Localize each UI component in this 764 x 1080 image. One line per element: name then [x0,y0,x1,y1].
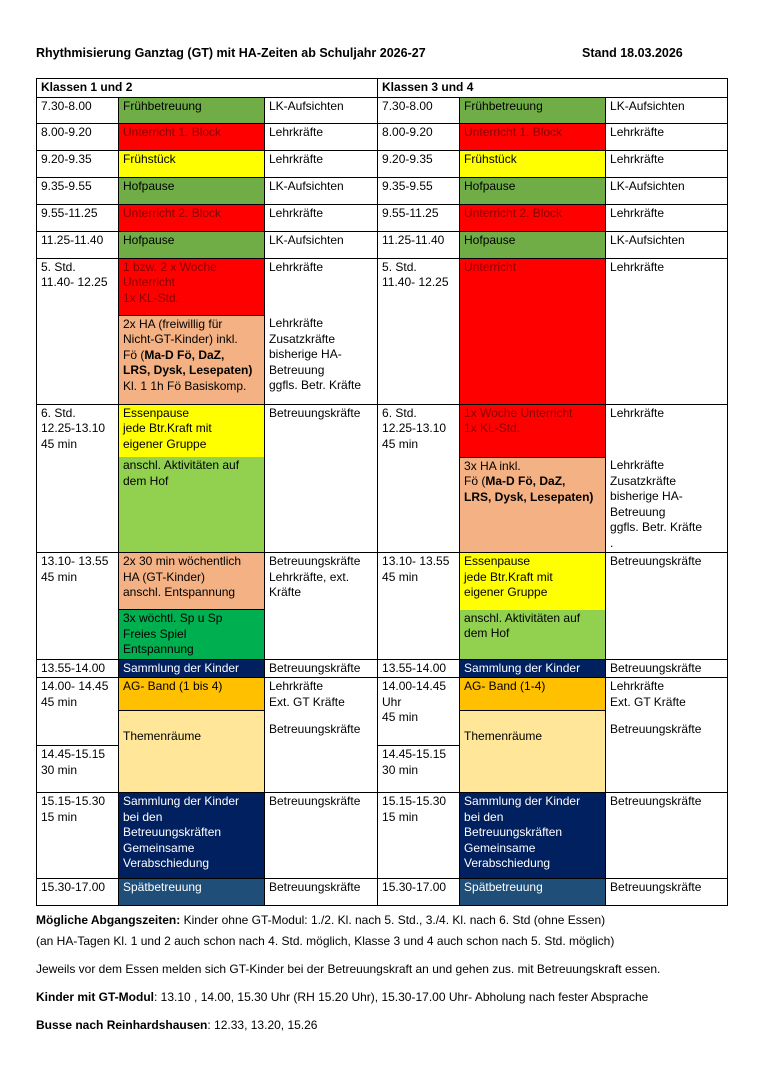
staff-line: ggfls. Betr. Kräfte [610,520,703,534]
activity-cell: Unterricht 1. Block [119,123,265,150]
staff-line: . [610,535,614,550]
activity-line: 1x KL-Std. [123,290,180,305]
activity-cell: Frühstück [460,150,606,177]
activity-line: Kl. 1 1h Fö Basiskomp. [123,378,247,393]
staff-cell: LK-Aufsichten [265,97,378,123]
staff-line: Lehrkräfte [269,679,324,693]
time-range: 14.45-15.15 [41,747,106,761]
time-label: 6. Std. [382,405,417,420]
table-row [37,97,728,123]
time-cell [378,258,460,404]
time-range: 14.00- 14.45 [41,679,109,693]
footer-bus-times [36,1018,317,1032]
footer-departure-times [36,913,605,927]
staff-cell: Betreuungskräfte [606,659,728,678]
time-unit: Uhr [382,694,402,709]
document-title: Rhythmisierung Ganztag (GT) mit HA-Zeiten ab Schuljahr 2026-27 [36,46,426,60]
staff-line: Lehrkräfte [610,679,665,693]
activity-cell: Hofpause [119,231,265,258]
time-cell: 9.20-9.35 [378,150,460,177]
time-duration: 15 min [41,809,78,824]
time-cell: 13.55-14.00 [37,659,119,678]
staff-line: Lehrkräfte [610,458,665,472]
time-cell: 9.35-9.55 [37,177,119,204]
activity-cell: Unterricht 2. Block [119,204,265,231]
table-row [37,150,728,177]
activity-cell: Themenräume [460,711,606,793]
activity-cell: Spätbetreuung [460,879,606,906]
activity-line: Nicht-GT-Kinder) inkl. [123,332,238,346]
staff-cell: Lehrkräfte [606,123,728,150]
activity-cell: AG- Band (1-4) [460,678,606,711]
activity-cell: Unterricht 2. Block [460,204,606,231]
staff-cell [606,678,728,746]
activity-line: 2x 30 min wöchentlich [123,554,242,568]
activity-line [123,348,260,364]
time-cell: 15.30-17.00 [37,879,119,906]
footer-departure-note: (an HA-Tagen Kl. 1 und 2 auch schon nach 4. Std. möglich, Klasse 3 und 4 auch schon nach 5. Std. möglich) [36,934,615,948]
staff-cell: Lehrkräfte [265,258,378,315]
activity-line: Gemeinsame [464,840,536,855]
activity-line: Gemeinsame [123,840,195,855]
time-cell [378,793,460,879]
staff-line: Ext. GT Kräfte [269,694,345,709]
text-span: Fö ( [123,347,145,362]
time-cell [37,678,119,746]
time-duration: 45 min [382,710,419,724]
footer-label: Kinder mit GT-Modul [36,990,154,1004]
staff-cell: LK-Aufsichten [606,177,728,204]
staff-cell: Lehrkräfte [606,404,728,457]
text-span-bold: Ma-D Fö, DaZ, [144,347,225,362]
time-duration: 45 min [41,694,78,709]
activity-line: jede Btr.Kraft mit [123,421,212,435]
time-duration: 30 min [382,762,419,777]
staff-cell: Betreuungskräfte [606,793,728,879]
staff-line: Zusatzkräfte [610,473,677,488]
staff-cell [265,315,378,404]
staff-line: bisherige HA- [269,347,342,361]
table-row [37,123,728,150]
time-range: 15.15-15.30 [382,794,447,808]
staff-cell: Lehrkräfte [265,204,378,231]
activity-line: Sammlung der Kinder [123,794,240,808]
activity-line: Unterricht [123,275,176,289]
activity-line: anschl. Aktivitäten auf [123,458,240,472]
staff-cell [606,457,728,553]
table-row [37,879,728,906]
time-cell [37,258,119,404]
time-cell [378,678,460,746]
spacer [269,710,373,722]
activity-line: 3x wöchtl. Sp u Sp [123,611,223,625]
time-cell: 11.25-11.40 [37,231,119,258]
activity-line: Sammlung der Kinder [464,794,581,808]
staff-cell: Betreuungskräfte [265,404,378,553]
time-cell: 15.30-17.00 [378,879,460,906]
staff-cell: Betreuungskräfte [606,879,728,906]
time-cell: 9.20-9.35 [37,150,119,177]
activity-cell: Hofpause [119,177,265,204]
activity-line [123,363,260,379]
staff-cell: LK-Aufsichten [606,97,728,123]
staff-line: ggfls. Betr. Kräfte [269,378,362,392]
group-header-3-4: Klassen 3 und 4 [378,79,728,98]
activity-line: Essenpause [464,554,531,568]
staff-line: Lehrkräfte, ext. [269,569,350,584]
time-cell: 8.00-9.20 [37,123,119,150]
staff-line: Betreuungskräfte [269,554,361,568]
activity-cell [460,610,606,660]
activity-cell [119,610,265,660]
staff-line: Zusatzkräfte [269,331,336,346]
activity-cell [119,457,265,553]
staff-cell [606,746,728,793]
staff-cell: LK-Aufsichten [265,231,378,258]
time-cell: 7.30-8.00 [378,97,460,123]
activity-line: Essenpause [123,405,190,420]
staff-line: Ext. GT Kräfte [610,694,686,709]
footer-text: : 12.33, 13.20, 15.26 [207,1018,318,1032]
activity-line [464,474,601,490]
activity-line: Verabschiedung [464,856,551,870]
activity-line: anschl. Aktivitäten auf [464,610,581,625]
activity-cell: AG- Band (1 bis 4) [119,678,265,711]
staff-cell: Betreuungskräfte [265,659,378,678]
footer-gt-module [36,990,648,1004]
time-cell [37,746,119,793]
activity-line: Betreuungskräften [123,825,222,839]
staff-cell: Betreuungskräfte [606,553,728,660]
activity-cell [460,553,606,610]
activity-line: Verabschiedung [123,856,210,870]
table-row [37,204,728,231]
time-range: 14.45-15.15 [382,747,447,761]
time-label: 5. Std. [382,259,417,274]
staff-cell: Betreuungskräfte [265,879,378,906]
time-range: 15.15-15.30 [41,794,106,808]
text-span-bold: Ma-D Fö, DaZ, [485,474,566,488]
time-range: 12.25-13.10 [382,421,447,435]
time-cell: 9.35-9.55 [378,177,460,204]
activity-cell [460,793,606,879]
group-header-1-2: Klassen 1 und 2 [37,79,378,98]
text-span: Fö ( [464,474,486,488]
footer-text: : 13.10 , 14.00, 15.30 Uhr (RH 15.20 Uhr), 15.30-17.00 Uhr- Abholung nach fester Absprache [154,990,649,1004]
footer-meal-note: Jeweils vor dem Essen melden sich GT-Kinder bei der Betreuungskraft an und gehen zus. mit Betreuungskraft essen. [36,962,661,976]
activity-cell: Unterricht [460,258,606,404]
activity-line: 1x KL-Std. [464,421,521,435]
staff-cell [265,678,378,746]
staff-cell: LK-Aufsichten [265,177,378,204]
activity-line: Entspannung [123,642,194,656]
activity-line [464,490,601,506]
activity-line: bei den [464,809,504,824]
time-range: 13.10- 13.55 [41,554,109,568]
activity-line: dem Hof [123,473,169,488]
activity-cell: Unterricht 1. Block [460,123,606,150]
time-cell [37,404,119,553]
spacer [610,710,723,722]
time-cell [378,746,460,793]
staff-line: Kräfte [269,585,302,599]
time-cell: 7.30-8.00 [37,97,119,123]
homework-cell [119,553,265,610]
table-row [37,793,728,879]
homework-cell [119,315,265,404]
staff-line: Betreuung [269,362,325,377]
time-label: 6. Std. [41,405,76,420]
staff-cell [265,746,378,793]
staff-cell: Lehrkräfte [606,150,728,177]
staff-line: Betreuungskräfte [269,722,361,736]
table-row [37,258,728,315]
table-row [37,404,728,457]
table-row [37,231,728,258]
activity-cell: Frühbetreuung [119,97,265,123]
time-label: 5. Std. [41,259,76,274]
time-duration: 45 min [382,569,419,584]
time-cell [378,553,460,660]
time-cell: 9.55-11.25 [37,204,119,231]
activity-cell [119,258,265,315]
staff-cell: Lehrkräfte [606,258,728,404]
time-duration: 45 min [41,436,78,451]
homework-cell [460,457,606,553]
activity-line: 3x HA inkl. [464,458,521,473]
time-cell: 8.00-9.20 [378,123,460,150]
staff-line: Lehrkräfte [269,316,324,330]
footer-label: Mögliche Abgangszeiten: [36,913,181,927]
activity-cell: Spätbetreuung [119,879,265,906]
activity-cell [119,793,265,879]
activity-line: 1x Woche Unterricht [464,405,573,420]
staff-cell: Lehrkräfte [265,150,378,177]
staff-cell [265,553,378,660]
activity-line: anschl. Entspannung [123,585,236,599]
activity-line: eigener Gruppe [464,585,548,599]
activity-line: 2x HA (freiwillig für [123,316,223,331]
staff-line: Betreuung [610,504,666,519]
activity-cell: Frühbetreuung [460,97,606,123]
activity-cell: Sammlung der Kinder [460,659,606,678]
activity-line: Freies Spiel [123,626,187,641]
activity-cell [460,404,606,457]
schedule-table [36,78,728,906]
time-cell: 11.25-11.40 [378,231,460,258]
table-row [37,177,728,204]
time-duration: 45 min [382,436,419,451]
time-cell: 9.55-11.25 [378,204,460,231]
table-row [37,553,728,610]
activity-line: Betreuungskräften [464,825,563,839]
time-cell [37,793,119,879]
staff-cell: Betreuungskräfte [265,793,378,879]
activity-cell [119,404,265,457]
time-range: 14.00-14.45 [382,679,447,693]
footer-text: Kinder ohne GT-Modul: 1./2. Kl. nach 5. Std., 3./4. Kl. nach 6. Std (ohne Essen) [180,913,606,927]
activity-line: dem Hof [464,626,510,640]
time-duration: 30 min [41,762,78,777]
activity-line: HA (GT-Kinder) [123,569,206,584]
activity-cell: Themenräume [119,711,265,793]
activity-line: bei den [123,809,163,824]
text-span-bold: LRS, Dysk, Lesepaten) [464,489,594,504]
document-date: Stand 18.03.2026 [582,46,683,60]
staff-cell: Lehrkräfte [606,204,728,231]
activity-cell: Hofpause [460,177,606,204]
activity-cell: Sammlung der Kinder [119,659,265,678]
table-row [37,678,728,711]
time-duration: 15 min [382,809,419,824]
activity-cell: Frühstück [119,150,265,177]
staff-line: Betreuungskräfte [610,722,702,736]
time-range: 13.10- 13.55 [382,554,450,568]
text-span-bold: LRS, Dysk, Lesepaten) [123,363,253,377]
activity-line: 1 bzw. 2 x Woche [123,259,217,274]
time-cell [378,404,460,553]
staff-cell: Lehrkräfte [265,123,378,150]
activity-line: jede Btr.Kraft mit [464,569,553,584]
staff-cell: LK-Aufsichten [606,231,728,258]
time-range: 11.40- 12.25 [382,275,449,289]
activity-cell: Hofpause [460,231,606,258]
time-range: 11.40- 12.25 [41,275,108,289]
table-row [37,659,728,678]
time-range: 12.25-13.10 [41,421,106,435]
time-cell [37,553,119,660]
time-duration: 45 min [41,569,78,584]
time-cell: 13.55-14.00 [378,659,460,678]
activity-line: eigener Gruppe [123,436,207,451]
staff-line: bisherige HA- [610,489,683,503]
footer-label: Busse nach Reinhardshausen [36,1018,208,1032]
